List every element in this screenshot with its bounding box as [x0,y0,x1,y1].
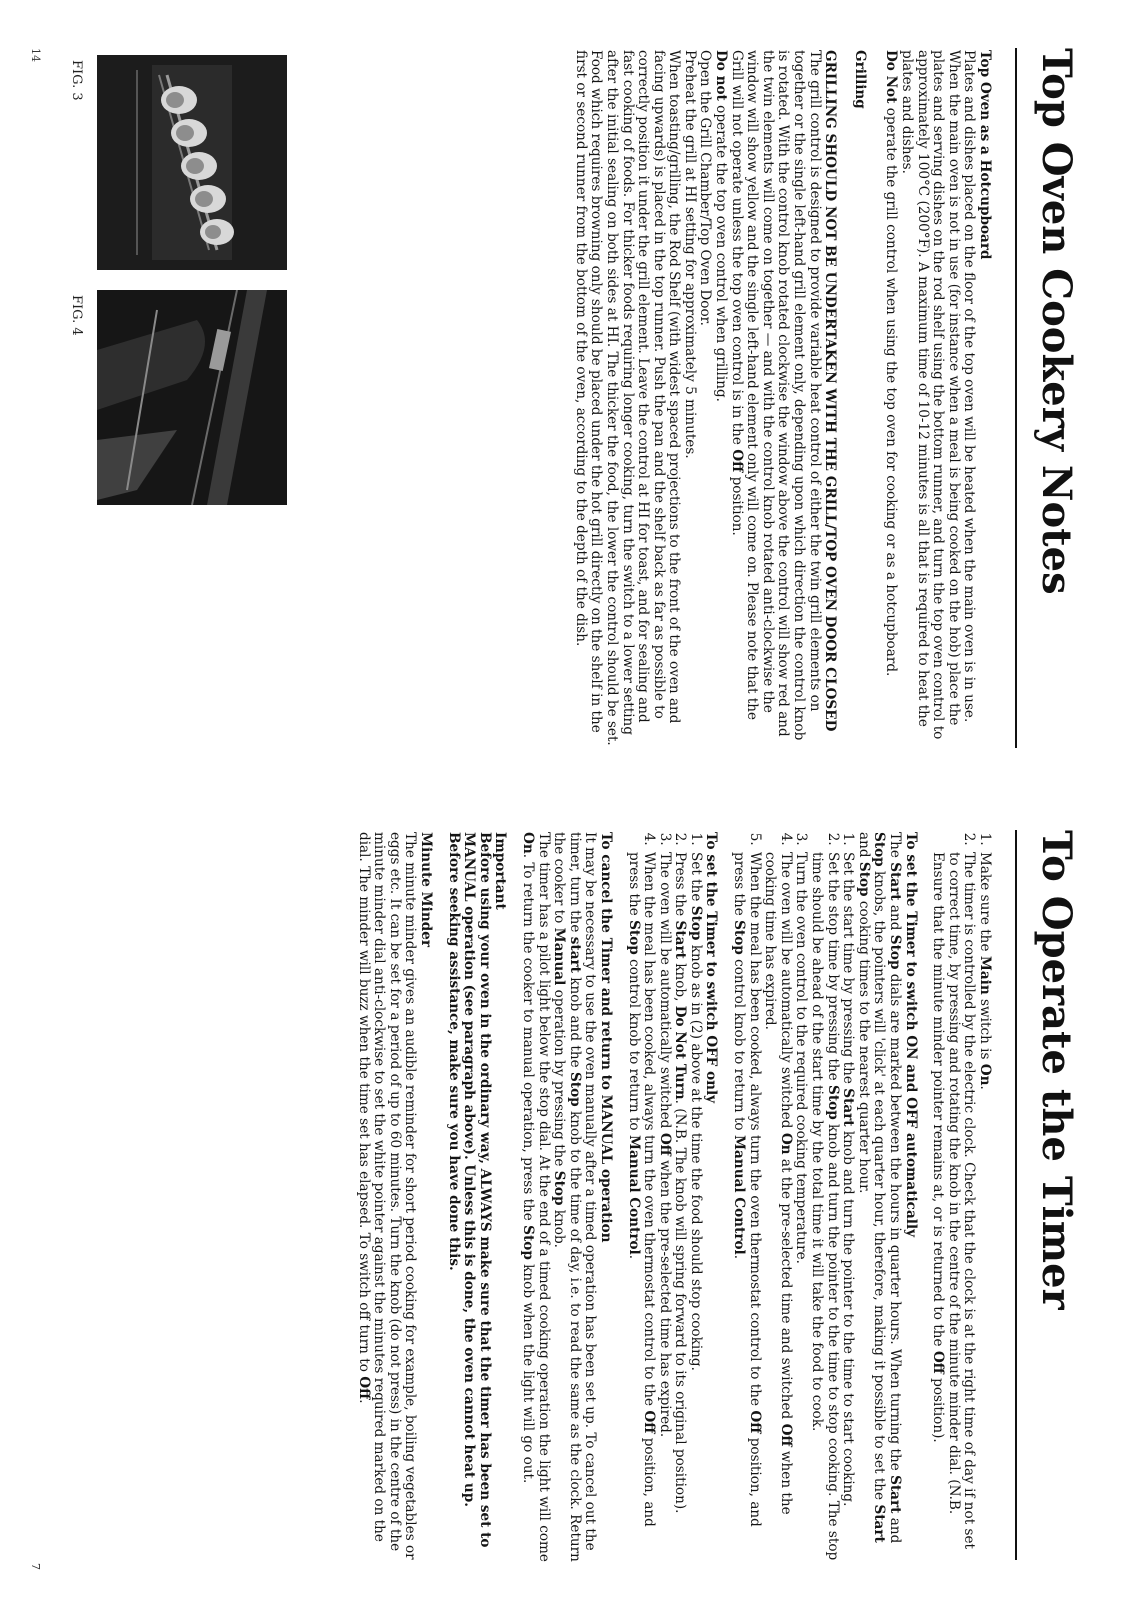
cancel-para: It may be necessary to use the oven manually after a timed operation has been set up. To cancel out the timer, turn the start knob and the Stop knob to the time of day, i.e. to read the same as the clock. Return the cooker to Manual operation by pressing the Stop knob. [551,832,599,1562]
right-text-column [355,832,992,1562]
grilling-para-5: When toasting/grilling, the Rod Shelf (with widest spaced projections to the front of the oven and facing upwards) is placed in the top runner. Push the pan and the shelf back as far as possible to correctly position it under the grill element. Leave the control at HI for toast, and for sealing and fast cooking of foods. For thicker foods requiring longer cooking, turn the switch to a lower setting after the initial sealing on both sides at HI. The thicker the food, the lower the control should be set. [603,50,683,746]
off-only-step: 2. Press the Start knob, Do Not Turn. (N.B. The knob will spring forward to its original position). [672,850,688,1562]
grilling-para-4: Preheat the grill at HI setting for approximately 5 minutes. [681,50,698,459]
off-only-step: 3. The oven will be automatically switched Off when the pre-selected time has expired. [656,850,672,1562]
intro-steps [930,832,992,1562]
grill-pan-illustration [97,290,287,505]
off-only-steps [625,832,703,1562]
important-text: Before using your oven in the ordinary way, ALWAYS make sure that the timer has been set to MANUAL operation (see paragraph above). Unless this is done, the oven cannot heat up. Before seeking assistance, make sure you have done this. [445,832,493,1548]
left-page-number: 14 [29,48,42,62]
auto-step: 3. Turn the oven control to the required cooking temperature. [793,850,809,1562]
left-title-rule [1015,48,1017,748]
auto-step: 1. Set the start time by pressing the Start knob and turn the pointer to the time to start cooking. [840,850,856,1562]
grilling-para-3: Open the Grill Chamber/Top Oven Door. [697,50,714,327]
off-only-step: 4. When the meal has been cooked, always turn the oven thermostat control to the Off position, and press the Stop control knob to return to Manual Control. [625,850,656,1562]
off-only-heading: To set the Timer to switch OFF only [703,832,720,1104]
fig4-label: FIG. 4 [69,295,84,336]
fig3-photo [97,55,287,270]
grilling-para-2: Do not operate the top oven control when grilling. [713,50,730,402]
minute-minder-heading: Minute Minder [418,832,434,948]
right-title-rule [1015,830,1017,1560]
off-only-step: 1. Set the Stop knob as in (2) above at the time the food should stop cooking. [687,850,703,1562]
pilot-light-para: The timer has a pilot light below the stop dial. At the end of a timed cooking operation the light will come On. To return the cooker to manual operation, press the Stop knob when the light will go out. [519,832,552,1562]
fig3-label: FIG. 3 [69,60,84,101]
left-page-title: Top Oven Cookery Notes [1033,48,1080,595]
grilling-para-6: Food which requires browning only should be placed under the hot grill directly on the shelf in the first or second runner from the bottom of the oven, according to the depth of the dish. [572,50,605,733]
auto-heading: To set the Timer to switch ON and OFF automatically [902,832,919,1237]
important-heading: Important [492,832,509,910]
auto-step: 5. When the meal has been cooked, always turn the oven thermostat control to the Off position, and press the Stop control knob to return to Manual Control. [731,850,762,1562]
right-page [0,800,1132,1601]
grilling-para-1: The grill control is designed to provide variable heat control of either the twin grill elements on together or the single left-hand grill element only, depending upon which direction the control knob is rotated. With the control knob rotated clockwise the window above the control will show red and the twin elements will come on together — and with the control knob rotated anti-clockwise the window will show yellow and the single left-hand element only will come on. Please note that the Grill will not operate unless the top oven control is in the Off position. [728,50,823,741]
hotcupboard-heading: Top Oven as a Hotcupboard [977,50,993,260]
auto-para: The Start and Stop dials are marked between the hours in quarter hours. When turning the Start and Stop knobs, the pointers will 'click' at each quarter hour, therefore, making it possible to set the Start and Stop cooking times to the nearest quarter hour. [855,832,904,1544]
grilling-warning: GRILLING SHOULD NOT BE UNDERTAKEN WITH THE GRILL/TOP OVEN DOOR CLOSED [822,50,839,732]
right-page-title: To Operate the Timer [1033,830,1080,1310]
intro-step: 1. Make sure the Main switch is On. [976,850,992,1562]
grilling-heading: Grilling [851,50,868,109]
minute-minder-text: The minute minder gives an audible reminder for short period cooking for example, boiling vegetables or eggs etc. It can be set for a period of up to 60 minutes. Turn the knob (do not press) in the centre of the minute minder dial anti-clockwise to set the white pointer against the minutes required marked on the dial. The minder will buzz when the time set has elapsed. To switch off turn to Off. [355,832,419,1560]
auto-step: 2. Set the stop time by pressing the Stop knob and turn the pointer to the time to stop cooking. The stop time should be ahead of the start time by the total time it will take the food to cook. [808,850,839,1562]
hotcupboard-para: Plates and dishes placed on the floor of the top oven will be heated when the main oven is in use. When the main oven is not in use (for instance when a meal is being cooked on the hob) place the plates and serving dishes on the rod shelf using the bottom runner, and turn the top oven control to approximately 100°C (200°F). A maximum time of 10-12 minutes is all that is required to heat the plates and dishes. Do Not operate the grill control when using the top oven for cooking or as a hotcupboard. [883,50,978,740]
left-page [0,0,1132,800]
left-text-column [572,50,992,750]
right-page-number: 7 [29,1563,42,1570]
intro-step: 2. The timer is controlled by the electric clock. Check that the clock is at the right time of day if not set to correct time, by pressing and rotating the knob in the centre of the minute minder dial. (N.B. Ensure that the minute minder pointer remains at, or is returned to the Off position). [930,850,977,1562]
auto-steps [731,832,856,1562]
auto-step: 4. The oven will be automatically switched On at the pre-selected time and switched Off when the cooking time has expired. [762,850,793,1562]
fig4-photo [97,290,287,505]
grill-elements-illustration [97,55,287,270]
cancel-heading: To cancel the Timer and return to MANUAL operation [597,832,614,1243]
